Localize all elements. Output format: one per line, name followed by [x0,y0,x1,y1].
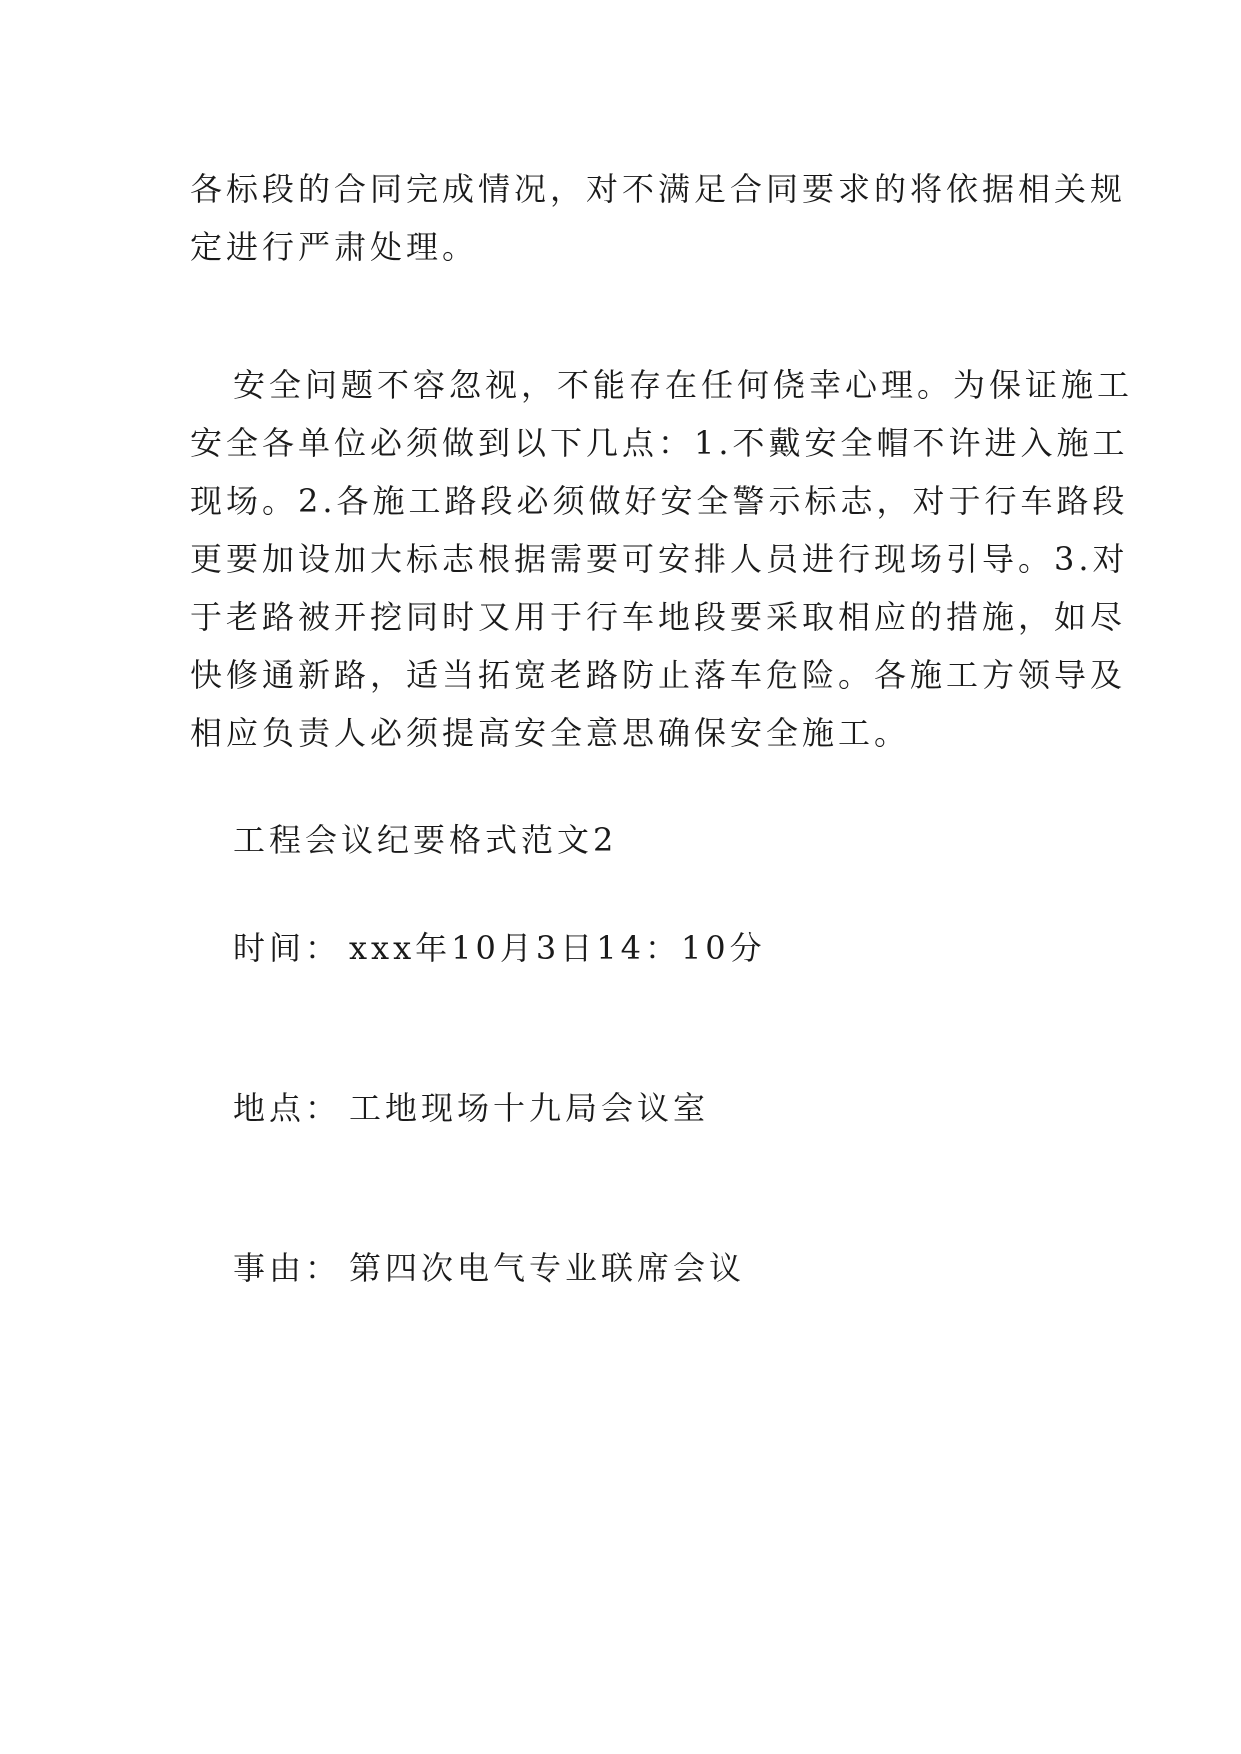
paragraph-line: 定进行严肃处理。 [190,228,479,266]
meeting-time [233,928,766,968]
meeting-time-value: xxx年10月3日14：10分 [349,929,766,967]
meeting-place-value: 工地现场十九局会议室 [349,1089,710,1127]
paragraph-line: 各标段的合同完成情况，对不满足合同要求的将依据相关规 [190,170,1127,208]
paragraph-line: 快修通新路，适当拓宽老路防止落车危险。各施工方领导及 [190,656,1127,694]
section-title: 工程会议纪要格式范文2 [233,821,618,859]
paragraph-line: 现场。2.各施工路段必须做好安全警示标志，对于行车路段 [190,482,1129,520]
meeting-place [233,1088,709,1128]
meeting-place-label: 地点： [233,1089,342,1127]
paragraph-contract-completion [190,160,1127,276]
paragraph-line: 于老路被开挖同时又用于行车地段要采取相应的措施，如尽 [190,598,1127,636]
paragraph-line: 安全各单位必须做到以下几点：1.不戴安全帽不许进入施工 [190,424,1129,462]
meeting-subject [233,1248,745,1288]
paragraph-line: 安全问题不容忽视，不能存在任何侥幸心理。为保证施工 [233,366,1134,404]
paragraph-safety-requirements [190,356,1134,762]
meeting-subject-label: 事由： [233,1249,342,1287]
meeting-time-label: 时间： [233,929,342,967]
meeting-subject-value: 第四次电气专业联席会议 [349,1249,746,1287]
paragraph-line: 更要加设加大标志根据需要可安排人员进行现场引导。3.对 [190,540,1129,578]
paragraph-line: 相应负责人必须提高安全意思确保安全施工。 [190,714,911,752]
